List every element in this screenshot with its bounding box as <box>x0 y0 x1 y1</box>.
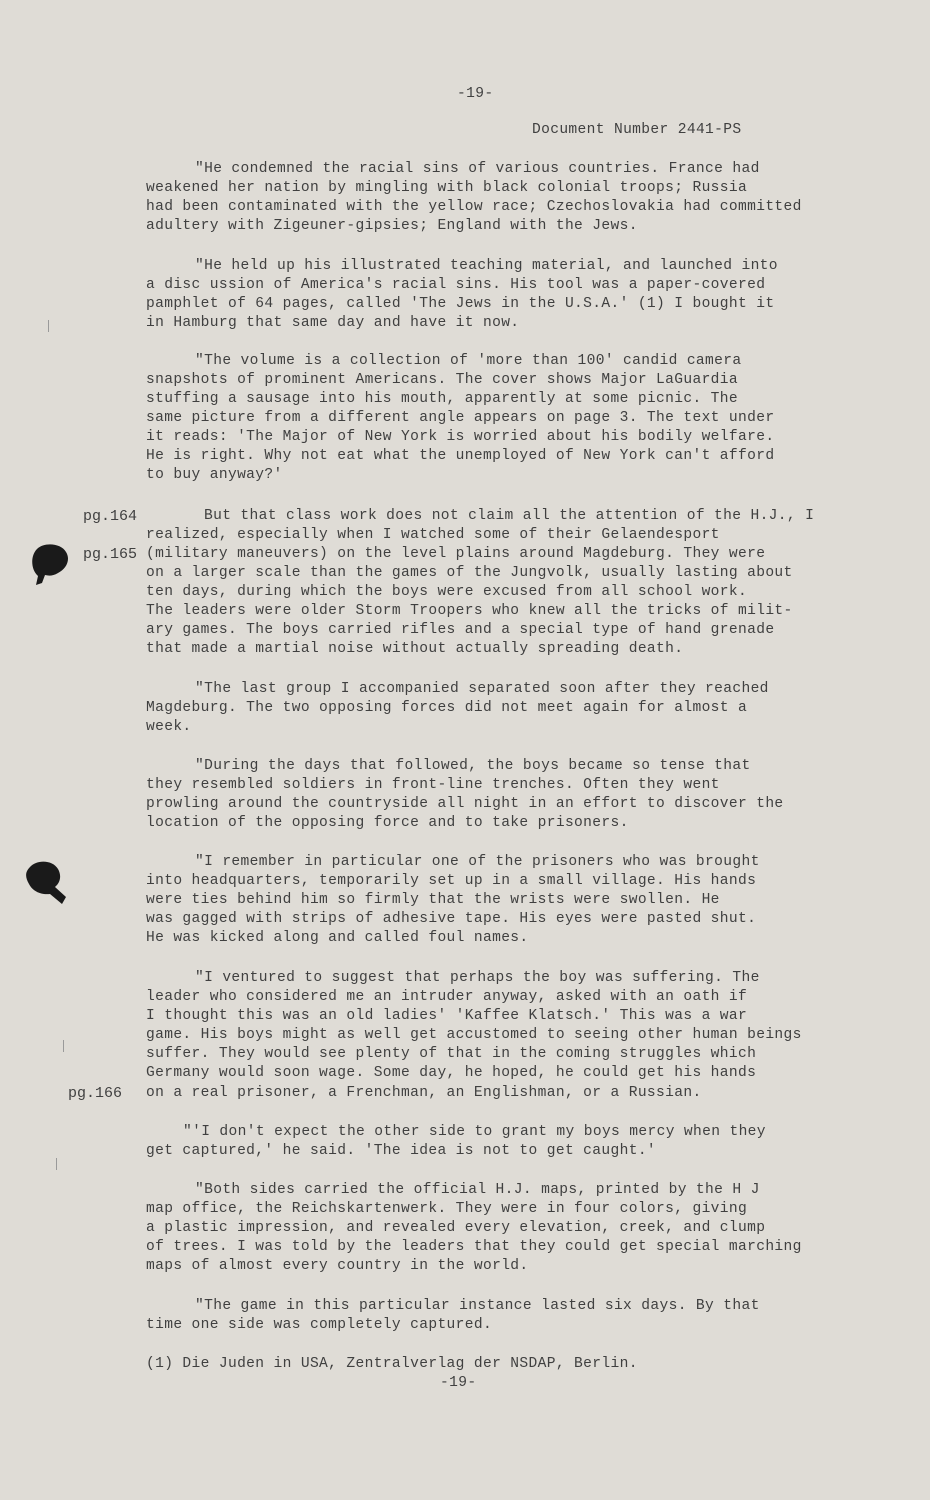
text-line: snapshots of prominent Americans. The cover shows Major LaGuardia <box>146 372 738 388</box>
text-line: (military maneuvers) on the level plains around Magdeburg. They were <box>146 546 766 562</box>
text-line: stuffing a sausage into his mouth, apparently at some picnic. The <box>146 391 738 407</box>
page-number-bottom: -19- <box>440 1375 477 1391</box>
text-line: was gagged with strips of adhesive tape. His eyes were pasted shut. <box>146 911 757 927</box>
text-line: ary games. The boys carried rifles and a special type of hand grenade <box>146 622 775 638</box>
text-line: He is right. Why not eat what the unemployed of New York can't afford <box>146 448 775 464</box>
text-line: weakened her nation by mingling with black colonial troops; Russia <box>146 180 748 196</box>
text-line: week. <box>146 719 192 735</box>
text-line: realized, especially when I watched some of their Gelaendesport <box>146 527 720 543</box>
margin-note-pg165: pg.165 <box>83 546 138 563</box>
text-line: "He condemned the racial sins of various countries. France had <box>195 161 760 177</box>
text-line: "'I don't expect the other side to grant my boys mercy when they <box>183 1124 766 1140</box>
text-line: "During the days that followed, the boys became so tense that <box>195 758 751 774</box>
text-line: time one side was completely captured. <box>146 1317 493 1333</box>
text-line: location of the opposing force and to take prisoners. <box>146 815 629 831</box>
margin-note-pg166: pg.166 <box>68 1085 123 1102</box>
text-line: had been contaminated with the yellow race; Czechoslovakia had committed <box>146 199 802 215</box>
text-line: map office, the Reichskartenwerk. They were in four colors, giving <box>146 1201 748 1217</box>
text-line: "I ventured to suggest that perhaps the boy was suffering. The <box>195 970 760 986</box>
text-line: it reads: 'The Major of New York is worried about his bodily welfare. <box>146 429 775 445</box>
footnote: (1) Die Juden in USA, Zentralverlag der NSDAP, Berlin. <box>146 1356 638 1372</box>
text-line: they resembled soldiers in front-line trenches. Often they went <box>146 777 720 793</box>
text-line: He was kicked along and called foul names. <box>146 930 529 946</box>
text-line: game. His boys might as well get accustomed to seeing other human beings <box>146 1027 802 1043</box>
text-line: of trees. I was told by the leaders that they could get special marching <box>146 1239 802 1255</box>
text-line: leader who considered me an intruder anyway, asked with an oath if <box>146 989 748 1005</box>
page-number-top: -19- <box>457 86 494 102</box>
text-line: Magdeburg. The two opposing forces did not meet again for almost a <box>146 700 748 716</box>
text-line: in Hamburg that same day and have it now. <box>146 315 520 331</box>
punch-hole-blot-bottom <box>22 859 74 909</box>
text-line: suffer. They would see plenty of that in the coming struggles which <box>146 1046 757 1062</box>
text-line: get captured,' he said. 'The idea is not to get caught.' <box>146 1143 657 1159</box>
document-number: Document Number 2441-PS <box>532 122 742 138</box>
margin-tick <box>56 1158 57 1170</box>
text-line: a disc ussion of America's racial sins. His tool was a paper-covered <box>146 277 766 293</box>
text-line: I thought this was an old ladies' 'Kaffee Klatsch.' This was a war <box>146 1008 748 1024</box>
text-line: pamphlet of 64 pages, called 'The Jews in the U.S.A.' (1) I bought it <box>146 296 775 312</box>
text-line: maps of almost every country in the world. <box>146 1258 529 1274</box>
text-line: "The game in this particular instance lasted six days. By that <box>195 1298 760 1314</box>
text-line: "The volume is a collection of 'more than 100' candid camera <box>195 353 742 369</box>
text-line: "He held up his illustrated teaching material, and launched into <box>195 258 778 274</box>
text-line: were ties behind him so firmly that the wrists were swollen. He <box>146 892 720 908</box>
text-line: The leaders were older Storm Troopers who knew all the tricks of milit- <box>146 603 793 619</box>
text-line: a plastic impression, and revealed every elevation, creek, and clump <box>146 1220 766 1236</box>
text-line: "The last group I accompanied separated soon after they reached <box>195 681 769 697</box>
text-line: Germany would soon wage. Some day, he hoped, he could get his hands <box>146 1065 757 1081</box>
text-line: into headquarters, temporarily set up in a small village. His hands <box>146 873 757 889</box>
text-line: that made a martial noise without actually spreading death. <box>146 641 684 657</box>
text-line: on a larger scale than the games of the Jungvolk, usually lasting about <box>146 565 793 581</box>
punch-hole-blot-top <box>28 543 76 587</box>
margin-tick <box>63 1040 64 1052</box>
text-line: on a real prisoner, a Frenchman, an Englishman, or a Russian. <box>146 1085 702 1101</box>
margin-tick <box>48 320 49 332</box>
text-line: But that class work does not claim all the attention of the H.J., I <box>204 508 815 524</box>
text-line: "Both sides carried the official H.J. maps, printed by the H J <box>195 1182 760 1198</box>
margin-note-pg164: pg.164 <box>83 508 138 525</box>
text-line: to buy anyway?' <box>146 467 283 483</box>
text-line: same picture from a different angle appears on page 3. The text under <box>146 410 775 426</box>
text-line: adultery with Zigeuner-gipsies; England with the Jews. <box>146 218 638 234</box>
text-line: ten days, during which the boys were excused from all school work. <box>146 584 748 600</box>
text-line: prowling around the countryside all night in an effort to discover the <box>146 796 784 812</box>
text-line: "I remember in particular one of the prisoners who was brought <box>195 854 760 870</box>
